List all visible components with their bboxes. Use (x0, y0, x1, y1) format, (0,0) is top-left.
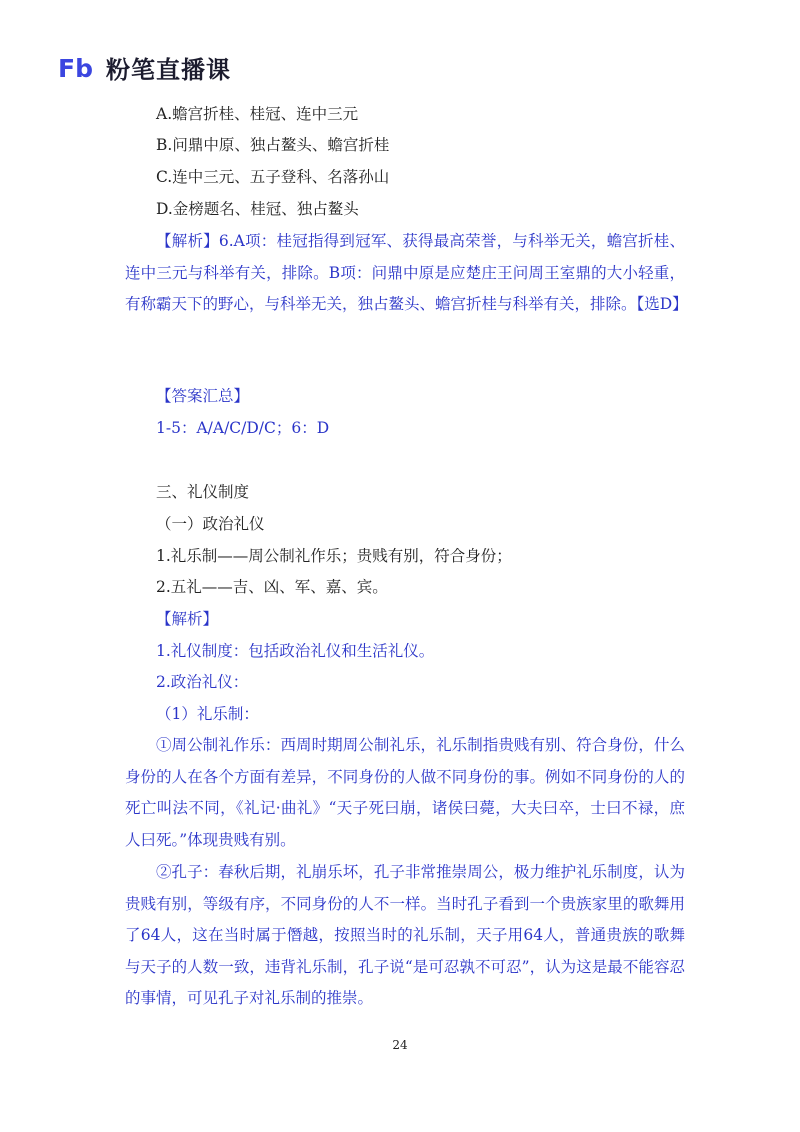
option-b: B.问鼎中原、独占鳌头、蟾宫折桂 (156, 136, 390, 154)
section-point-2: 2.五礼——吉、凶、军、嘉、宾。 (156, 578, 388, 596)
logo-text: 粉笔直播课 (106, 56, 231, 84)
option-c: C.连中三元、五子登科、名落孙山 (156, 168, 390, 186)
explanation-line-3: （1）礼乐制： (156, 705, 259, 723)
question-analysis: 【解析】6.A项：桂冠指得到冠军、获得最高荣誉，与科举无关，蟾宫折桂、连中三元与科举有关，排除。B项：问鼎中原是应楚庄王问周王室鼎的大小轻重，有称霸天下的野心，与科举无关，独占鳌头、蟾宫折桂与科举有关，排除。【选D】 (125, 232, 688, 314)
page-number: 24 (392, 1038, 408, 1052)
explanation-paragraph-2: ②孔子：春秋后期，礼崩乐坏，孔子非常推崇周公，极力维护礼乐制度，认为贵贱有别，等级有序，不同身份的人不一样。当时孔子看到一个贵族家里的歌舞用了64人，这在当时属于僭越，按照当时的礼乐制，天子用64人，普通贵族的歌舞与天子的人数一致，违背礼乐制，孔子说“是可忍孰不可忍”，认为这是最不能容忍的事情，可见孔子对礼乐制的推崇。 (125, 863, 685, 1008)
fenbi-logo-icon (58, 54, 100, 82)
option-d: D.金榜题名、桂冠、独占鳌头 (156, 200, 359, 218)
section-heading: 三、礼仪制度 (156, 483, 250, 501)
brand-logo (58, 50, 231, 85)
option-a: A.蟾宫折桂、桂冠、连中三元 (156, 105, 359, 123)
answer-summary-list: 1-5：A/A/C/D/C；6：D (156, 419, 330, 437)
explanation-paragraph-1: ①周公制礼作乐：西周时期周公制礼乐，礼乐制指贵贱有别、符合身份，什么身份的人在各个方面有差异，不同身份的人做不同身份的事。例如不同身份的人的死亡叫法不同，《礼记·曲礼》“天子死曰崩，诸侯曰薨，大夫曰卒，士曰不禄，庶人曰死。”体现贵贱有别。 (125, 736, 685, 849)
section-subheading: （一）政治礼仪 (156, 515, 265, 533)
explanation-line-1: 1.礼仪制度：包括政治礼仪和生活礼仪。 (156, 642, 435, 660)
answer-summary-title: 【答案汇总】 (156, 387, 250, 405)
logo-mark-text: Fb (58, 53, 93, 82)
explanation-line-2: 2.政治礼仪： (156, 673, 249, 691)
section-point-1: 1.礼乐制——周公制礼作乐；贵贱有别，符合身份； (156, 547, 512, 565)
explanation-title: 【解析】 (156, 610, 219, 628)
